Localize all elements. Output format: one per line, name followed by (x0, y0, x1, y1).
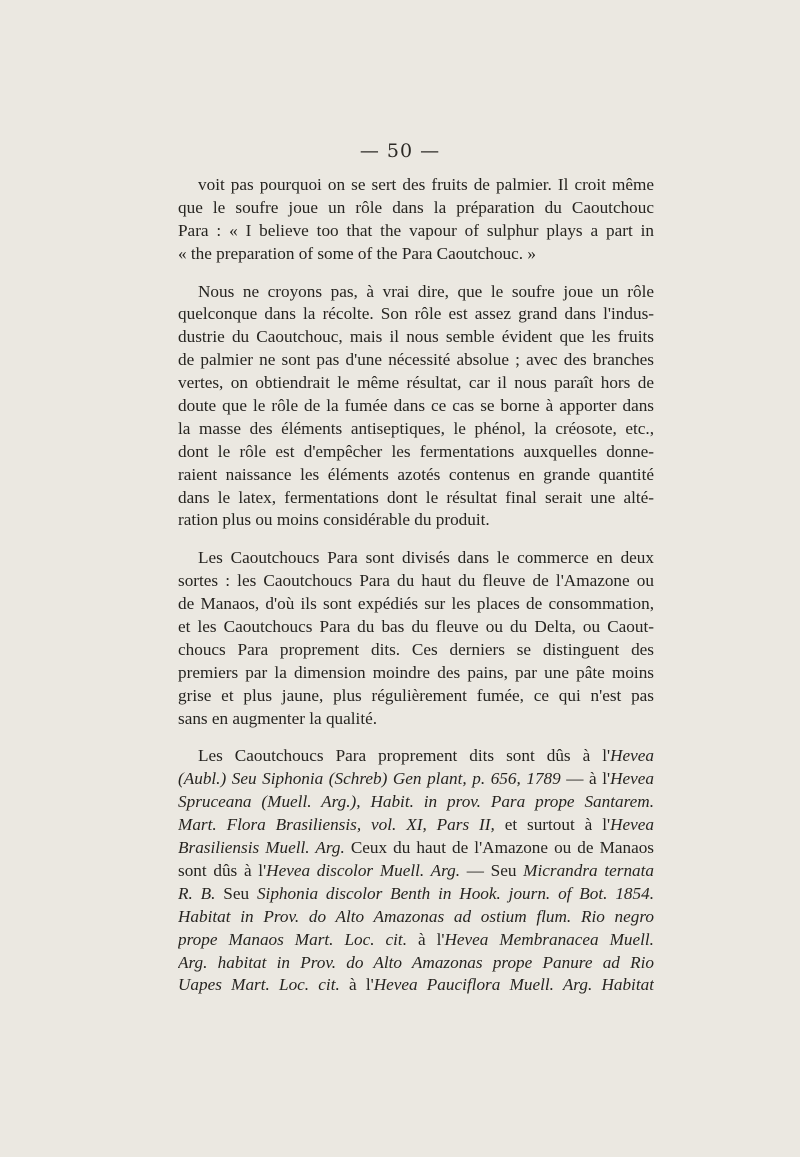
text-line (178, 860, 654, 883)
italic-run: Brasiliensis Muell. Arg. (178, 838, 345, 858)
text-line (178, 883, 654, 906)
italic-run: Hevea (610, 769, 654, 789)
text-line: voit pas pourquoi on se sert des fruits de palmier. Il croit même (198, 175, 654, 194)
text-line (178, 906, 654, 929)
italic-run: Micrandra ternata (523, 860, 654, 880)
italic-run: Arg. habitat in Prov. do Alto Amazonas prope Panure ad Rio (178, 952, 654, 972)
document-body (178, 174, 654, 997)
italic-run: Hevea (610, 815, 654, 835)
italic-run: Hevea (610, 746, 654, 766)
italic-run: Spruceana (Muell. Arg.), Habit. in prov. Para prope Santarem. (178, 792, 654, 812)
italic-run: R. B. (178, 883, 216, 903)
text-line: Les Caoutchoucs Para sont divisés dans le commerce en deux (198, 548, 654, 568)
italic-run: Hevea Pauciflora Muell. Arg. Habitat (373, 975, 654, 995)
page-number: — 50 — (359, 140, 441, 162)
text-run: sont dûs à l' (178, 860, 267, 880)
text-run: à l' (407, 929, 445, 949)
text-line: Para : « I believe too that the vapour of sulphur plays a part in (178, 220, 654, 240)
text-run: Ceux du haut de l'Amazone ou de Manaos (344, 838, 654, 858)
text-line: « the preparation of some of the Para Caoutchouc. » (178, 243, 536, 263)
italic-run: (Aubl.) Seu Siphonia (Schreb) Gen plant, p. 656, 1789 (178, 769, 561, 789)
text-line: sortes : les Caoutchoucs Para du haut du fleuve de l'Amazone ou (178, 571, 654, 591)
text-line (178, 791, 654, 814)
text-line (178, 814, 654, 837)
text-run: — Seu (460, 860, 524, 880)
text-line: et les Caoutchoucs Para du bas du fleuve ou du Delta, ou Caout- (178, 617, 654, 637)
text-line: que le soufre joue un rôle dans la préparation du Caoutchouc (178, 197, 654, 217)
text-line: premiers par la dimension moindre des pains, par une pâte moins (178, 662, 654, 682)
text-line: dans le latex, fermentations dont le résultat final serait une alté- (178, 487, 654, 507)
text-line (178, 974, 654, 997)
text-line: choucs Para proprement dits. Ces derniers se distinguent des (178, 639, 654, 659)
text-line: de Manaos, d'où ils sont expédiés sur les places de consommation, (178, 594, 654, 614)
text-line: raient naissance les éléments azotés contenus en grande quantité (178, 464, 654, 484)
text-line (178, 768, 654, 791)
text-line: ration plus ou moins considérable du produit. (178, 510, 490, 530)
text-run: à l' (339, 975, 374, 995)
italic-run: Hevea discolor Muell. Arg. (266, 860, 461, 880)
italic-run: Hevea Membranacea Muell. (444, 929, 654, 949)
text-line: dont le rôle est d'empêcher les fermentations auxquelles donne- (178, 441, 654, 461)
text-line: la masse des éléments antiseptiques, le phénol, la créosote, etc., (178, 418, 654, 438)
text-line: sans en augmenter la qualité. (178, 708, 378, 728)
text-line (178, 952, 654, 975)
text-line: quelconque dans la récolte. Son rôle est assez grand dans l'indus- (178, 304, 654, 324)
paragraph (178, 174, 654, 266)
text-line: vertes, on obtiendrait le même résultat, car il nous paraît hors de (178, 373, 654, 393)
italic-run: Habitat in Prov. do Alto Amazonas ad ostium flum. Rio negro (178, 906, 654, 926)
text-line: grise et plus jaune, plus régulièrement fumée, ce qui n'est pas (178, 685, 654, 705)
text-run: Seu (215, 883, 257, 903)
text-line: dustrie du Caoutchouc, mais il nous semble évident que les fruits (178, 327, 654, 347)
italic-run: Uapes Mart. Loc. cit. (178, 975, 340, 995)
italic-run: prope Manaos Mart. Loc. cit. (178, 929, 407, 949)
text-line (178, 929, 654, 952)
text-line (178, 745, 654, 768)
paragraph (178, 745, 654, 997)
paragraph (178, 547, 654, 730)
text-line (178, 837, 654, 860)
text-run: et surtout à l' (494, 815, 611, 835)
italic-run: Siphonia discolor Benth in Hook. journ. of Bot. 1854. (256, 883, 654, 903)
text-line: doute que le rôle de la fumée dans ce cas se borne à apporter dans (178, 396, 654, 416)
paragraph (178, 281, 654, 533)
text-line: de palmier ne sont pas d'une nécessité absolue ; avec des branches (178, 350, 654, 370)
text-run: — à l' (560, 769, 611, 789)
italic-run: Mart. Flora Brasiliensis, vol. XI, Pars II, (178, 815, 495, 835)
text-line: Nous ne croyons pas, à vrai dire, que le soufre joue un rôle (198, 281, 654, 301)
text-run: Les Caoutchoucs Para proprement dits sont dûs à l' (198, 746, 611, 766)
